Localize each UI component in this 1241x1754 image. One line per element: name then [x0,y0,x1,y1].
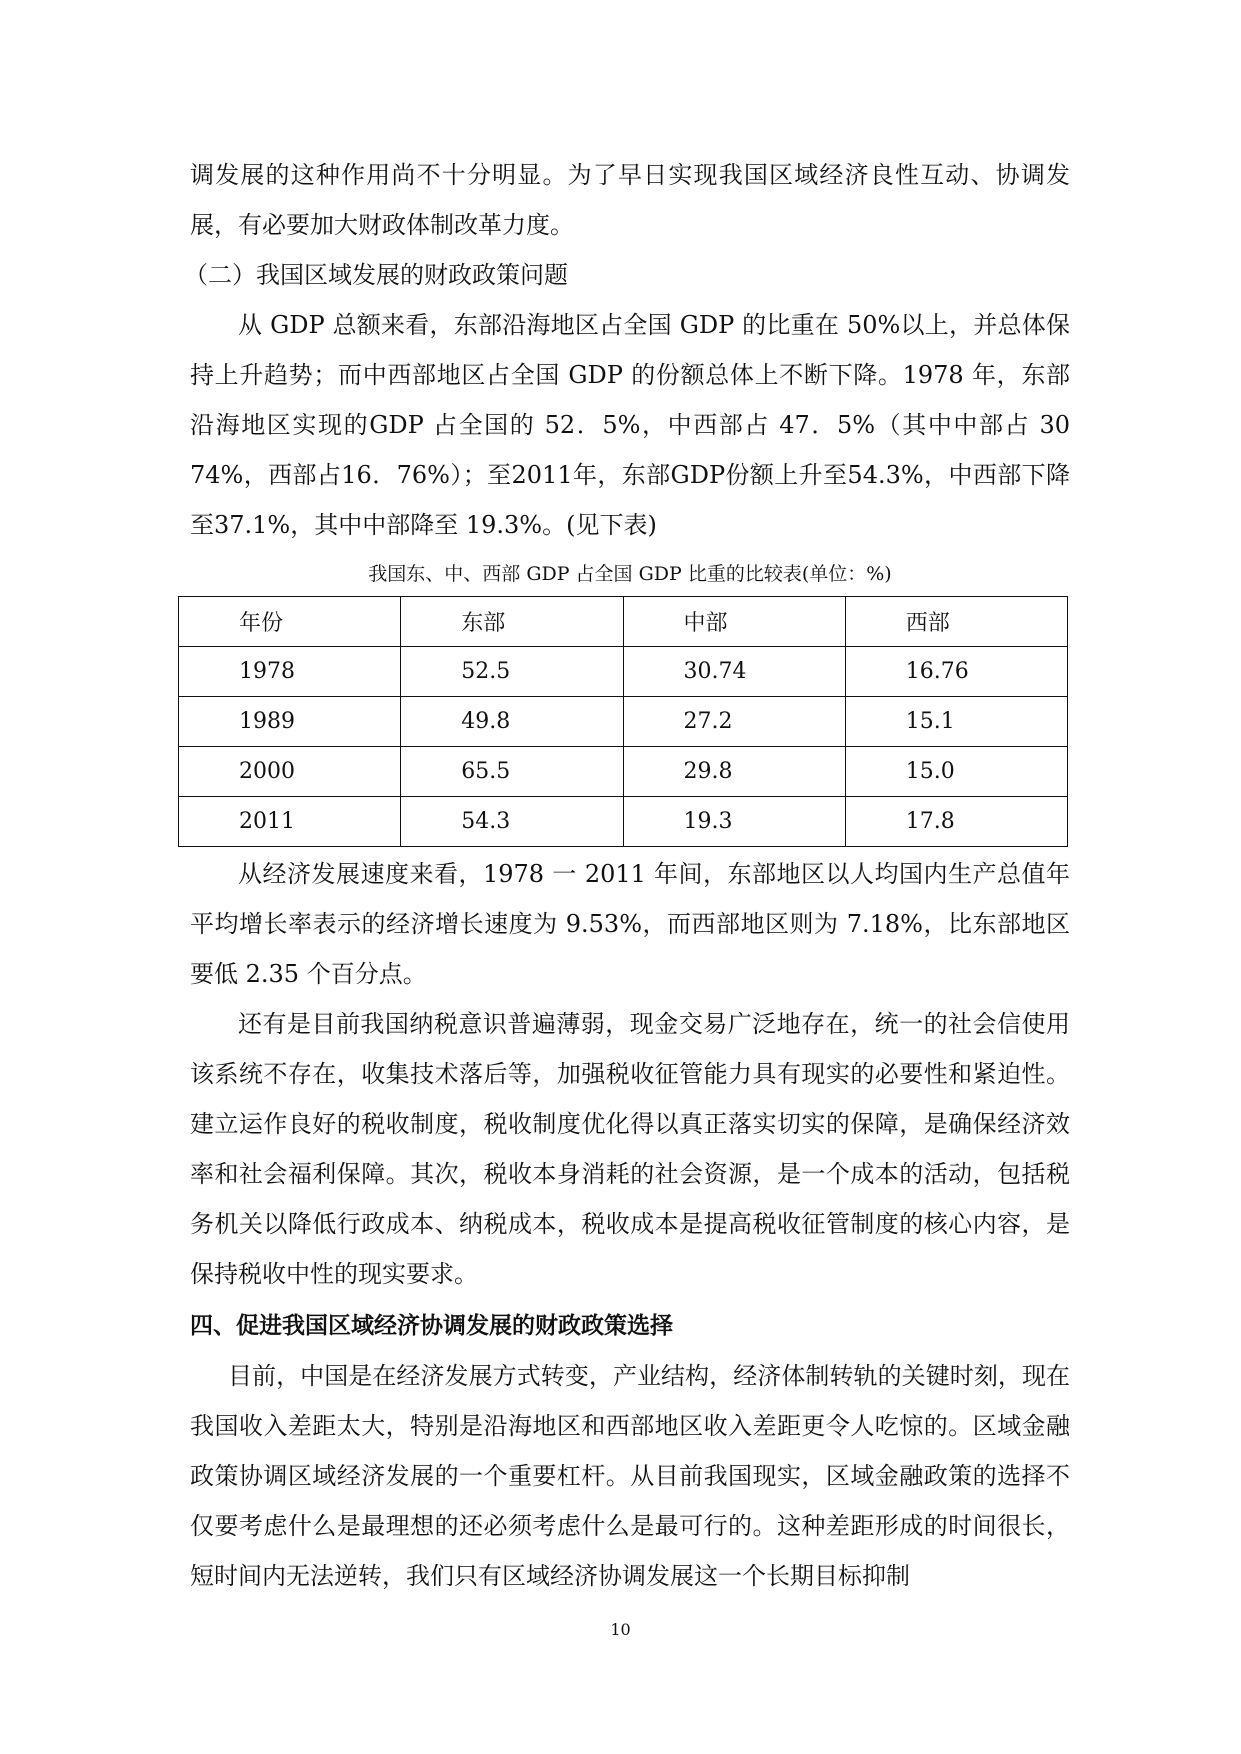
table-cell: 52.5 [401,647,623,697]
header-cell: 东部 [401,597,623,647]
table-cell: 19.3 [623,797,845,847]
table-cell: 1978 [179,647,401,697]
table-caption: 我国东、中、西部 GDP 占全国 GDP 比重的比较表(单位：%) [368,563,892,585]
header-cell: 年份 [179,597,401,647]
paragraph-policy-choice: 目前，中国是在经济发展方式转变，产业结构，经济体制转轨的关键时刻，现在我国收入差距太大，特别是沿海地区和西部地区收入差距更令人吃惊的。区域金融政策协调区域经济发展的一个重要杠杆。从目前我国现实，区域金融政策的选择不仅要考虑什么是最理想的还必须考虑什么是最可行的。这种差距形成的时间很长，短时间内无法逆转，我们只有区域经济协调发展这一个长期目标抑制 [190,1362,1070,1590]
table-row [179,797,1068,847]
table-row [179,747,1068,797]
table-cell: 2000 [179,747,401,797]
table-cell: 1989 [179,697,401,747]
table-cell: 54.3 [401,797,623,847]
table-cell: 30.74 [623,647,845,697]
table-header-row [179,597,1068,647]
table-cell: 15.0 [845,747,1067,797]
paragraph-growth-rate: 从经济发展速度来看，1978 一 2011 年间，东部地区以人均国内生产总值年平均增长率表示的经济增长速度为 9.53%，而西部地区则为 7.18%，比东部地区要低 2.35 个百分点。 [190,860,1070,988]
header-cell: 西部 [845,597,1067,647]
table-cell: 2011 [179,797,401,847]
document-page [184,150,1070,1601]
table-cell: 49.8 [401,697,623,747]
section-subheading: （二）我国区域发展的财政政策问题 [184,261,568,289]
paragraph-gdp-share: 从 GDP 总额来看，东部沿海地区占全国 GDP 的比重在 50%以上，并总体保持上升趋势；而中西部地区占全国 GDP 的份额总体上不断下降。1978 年，东部沿海地区实现的GDP 占全国的 52．5%，中西部占 47．5%（其中中部占 30 74%，西部占16．76%）；至2011年，东部GDP份额上升至54.3%，中西部下降至37.1%，其中中部降至 19.3%。(见下表) [190,311,1070,539]
table-row [179,697,1068,747]
table-cell: 17.8 [845,797,1067,847]
paragraph-tax-collection: 还有是目前我国纳税意识普遍薄弱，现金交易广泛地存在，统一的社会信使用该系统不存在，收集技术落后等，加强税收征管能力具有现实的必要性和紧迫性。建立运作良好的税收制度，税收制度优化得以真正落实切实的保障，是确保经济效率和社会福利保障。其次，税收本身消耗的社会资源，是一个成本的活动，包括税务机关以降低行政成本、纳税成本，税收成本是提高税收征管制度的核心内容，是保持税收中性的现实要求。 [190,1010,1070,1288]
gdp-share-table [178,596,1068,847]
table-cell: 15.1 [845,697,1067,747]
page-number: 10 [610,1620,631,1639]
table-cell: 65.5 [401,747,623,797]
section-heading: 四、促进我国区域经济协调发展的财政政策选择 [190,1313,673,1339]
table-cell: 29.8 [623,747,845,797]
table-row [179,647,1068,697]
paragraph-continuation: 调发展的这种作用尚不十分明显。为了早日实现我国区域经济良性互动、协调发展，有必要加大财政体制改革力度。 [190,161,1070,239]
table-cell: 16.76 [845,647,1067,697]
header-cell: 中部 [623,597,845,647]
table-cell: 27.2 [623,697,845,747]
